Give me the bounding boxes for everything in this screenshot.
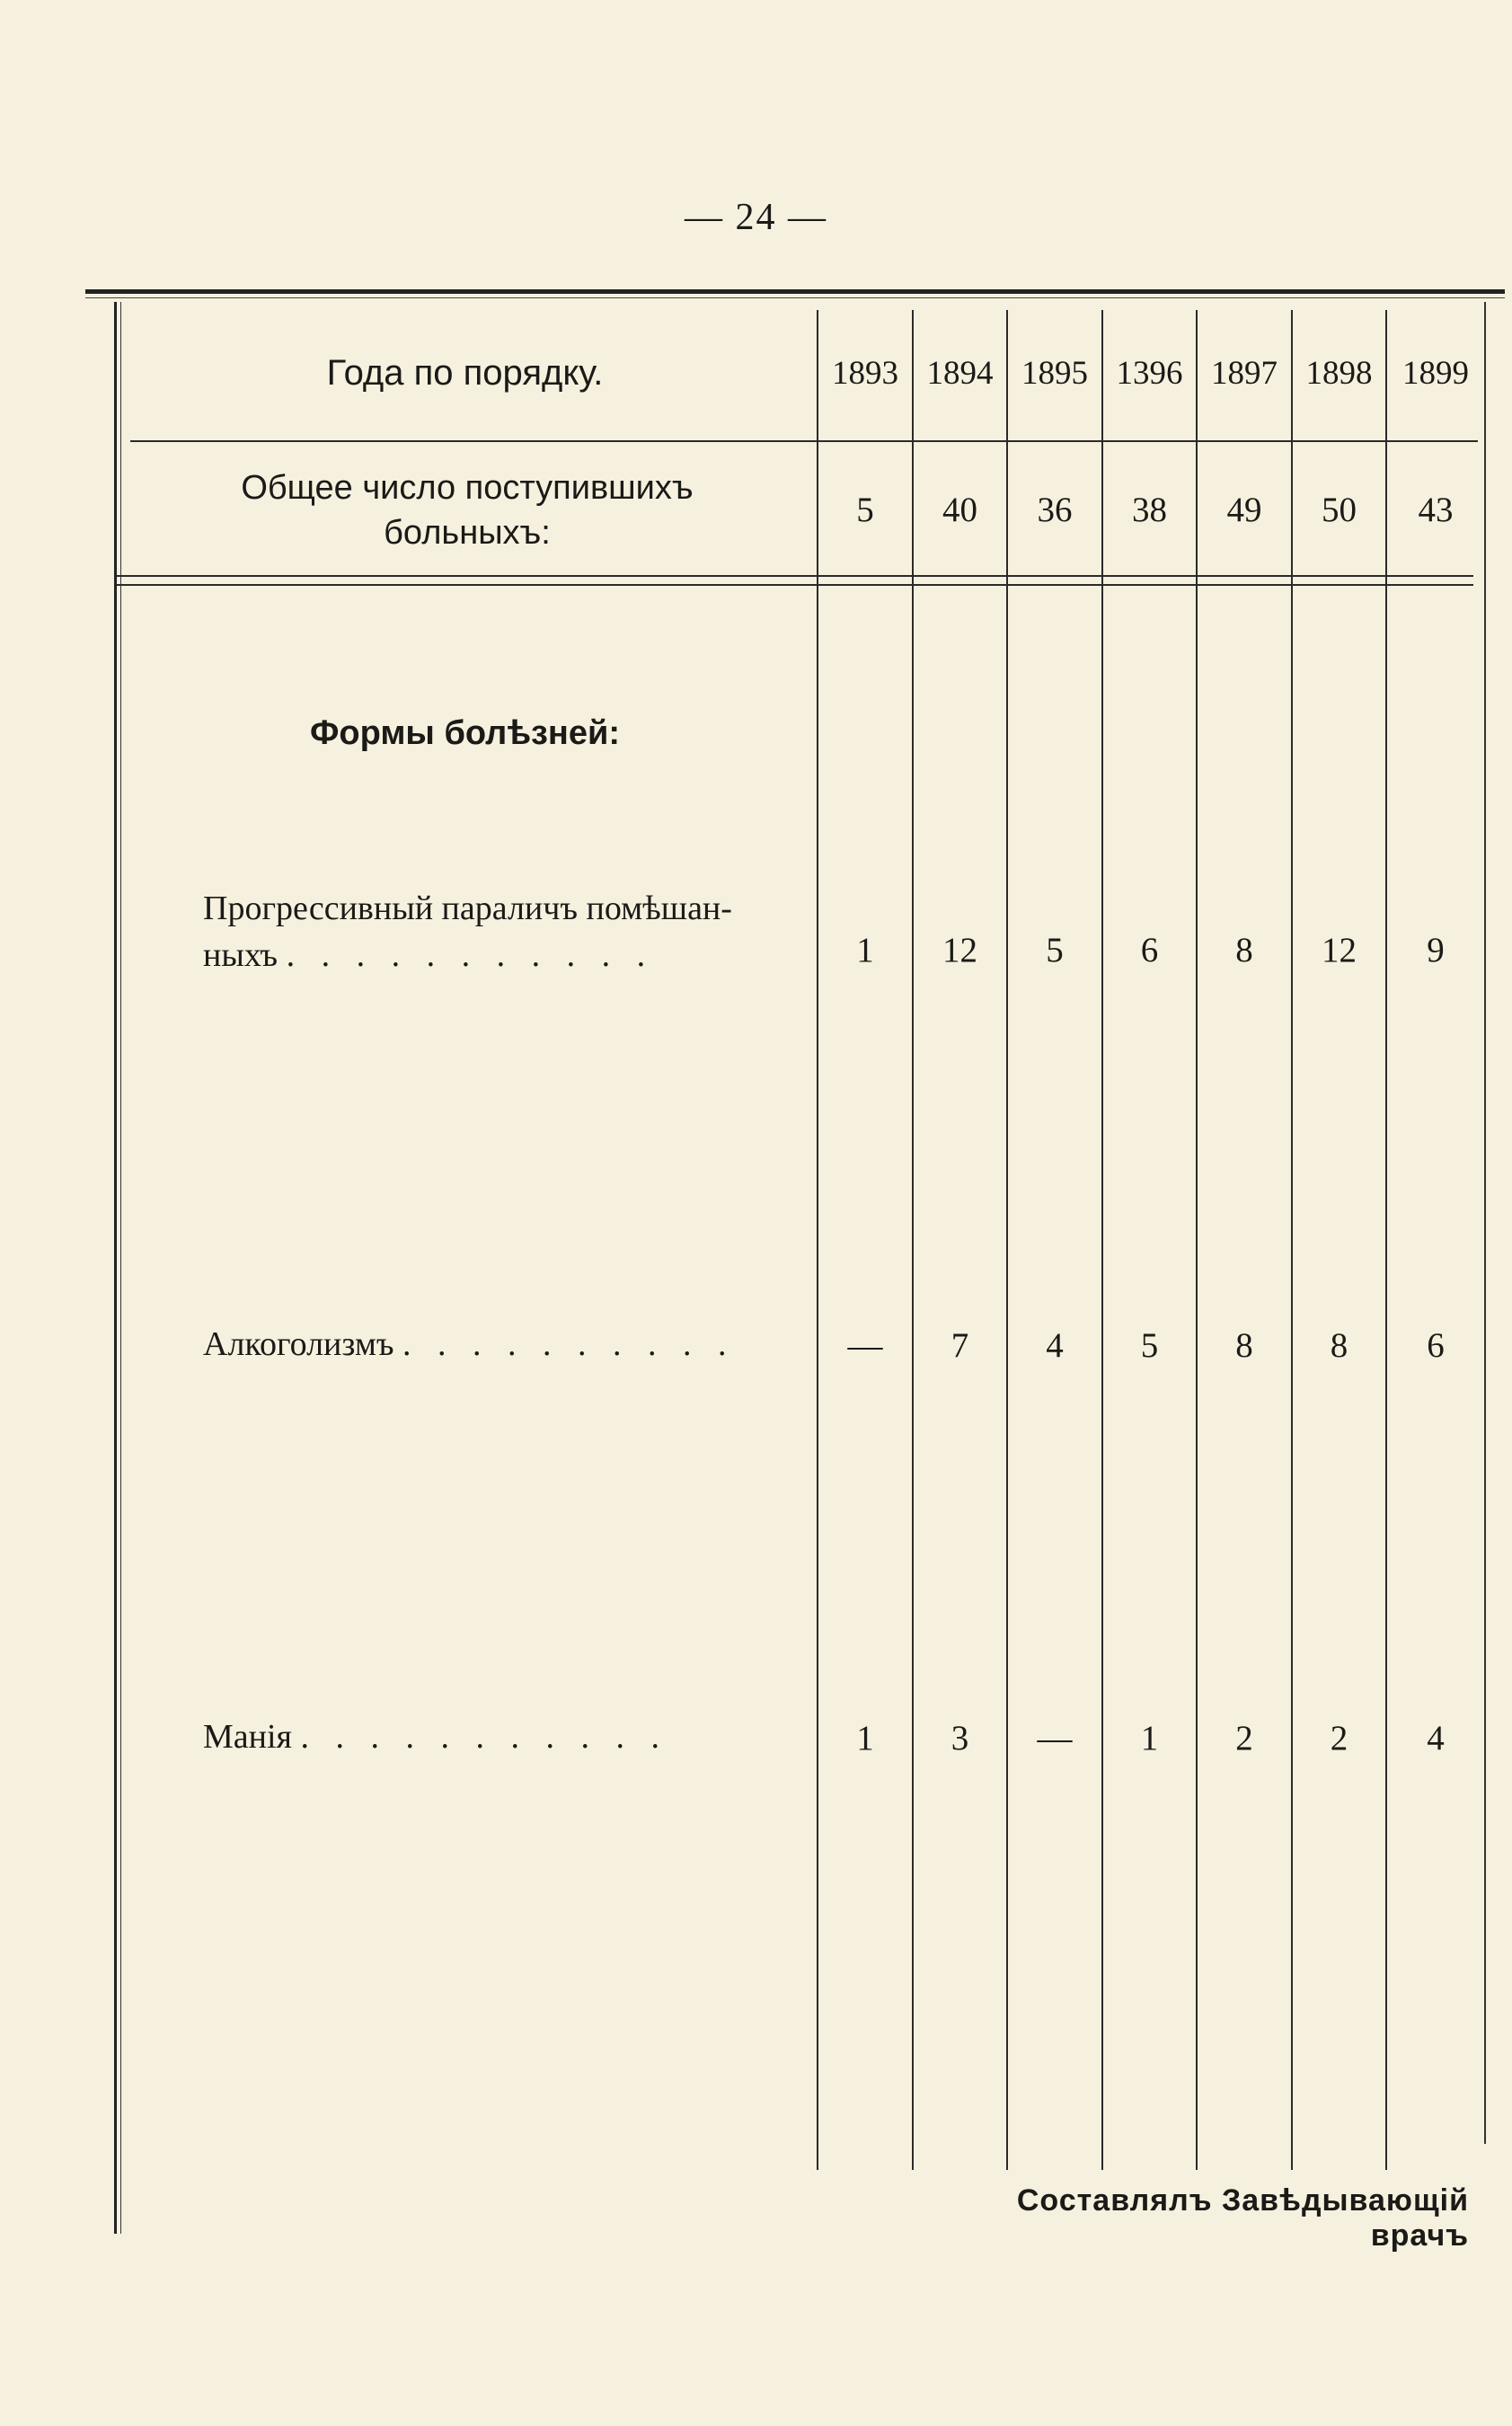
leader-dots: . . . . . . . . . . . <box>300 1718 669 1756</box>
leader-dots: . . . . . . . . . . <box>402 1325 736 1363</box>
year-1895: 1895 <box>1021 354 1088 392</box>
table-left-border <box>114 302 121 2234</box>
value-cell: — <box>1037 1719 1073 1758</box>
year-1899: 1899 <box>1402 354 1469 392</box>
top-rule <box>85 289 1505 298</box>
total-1899: 43 <box>1418 491 1454 529</box>
value-cell: 4 <box>1427 1719 1445 1758</box>
row-label-text: ныхъ <box>203 936 279 974</box>
year-1898: 1898 <box>1305 354 1373 392</box>
total-label: Общее число поступившихъ больныхъ: <box>241 468 694 552</box>
value-cell: 9 <box>1427 931 1445 970</box>
header-label: Года по порядку. <box>326 352 604 393</box>
total-1894: 40 <box>942 491 977 529</box>
column-divider <box>1291 310 1293 2170</box>
year-1396: 1396 <box>1116 354 1183 392</box>
value-cell: 8 <box>1330 1326 1348 1365</box>
row-label-line <box>203 932 805 978</box>
row-label-text: Манія <box>203 1718 293 1756</box>
signature: Составлялъ Завѣдывающій врачъ <box>1016 2183 1469 2253</box>
value-cell: 12 <box>942 931 977 970</box>
total-1898: 50 <box>1322 491 1357 529</box>
column-divider <box>1385 310 1387 2170</box>
value-cell: 1 <box>1140 1719 1159 1758</box>
total-1897: 49 <box>1226 491 1262 529</box>
column-divider <box>1101 310 1103 2170</box>
value-cell: 6 <box>1140 931 1159 970</box>
total-1893: 5 <box>856 491 874 529</box>
page-number: — 24 — <box>685 197 827 238</box>
section-double-rule <box>117 575 1473 577</box>
header-rule <box>130 440 1478 442</box>
value-cell: 6 <box>1427 1326 1445 1365</box>
value-cell: 5 <box>1140 1326 1159 1365</box>
section-double-rule <box>117 584 1473 586</box>
total-1895: 36 <box>1037 491 1073 529</box>
value-cell: 8 <box>1235 1326 1253 1365</box>
year-1894: 1894 <box>926 354 994 392</box>
section-heading: Формы болѣзней: <box>309 714 621 752</box>
leader-dots: . . . . . . . . . . . <box>286 936 655 974</box>
column-divider <box>817 310 818 2170</box>
column-divider <box>1006 310 1008 2170</box>
value-cell: 2 <box>1330 1719 1348 1758</box>
column-divider <box>1196 310 1198 2170</box>
value-cell: 4 <box>1046 1326 1064 1365</box>
value-cell: 1 <box>856 931 874 970</box>
value-cell: 2 <box>1235 1719 1253 1758</box>
row-label-alcoholism <box>203 1321 805 1368</box>
total-1396: 38 <box>1132 491 1167 529</box>
column-divider <box>912 310 914 2170</box>
value-cell: 3 <box>951 1719 969 1758</box>
value-cell: 8 <box>1235 931 1253 970</box>
value-cell: — <box>847 1326 883 1365</box>
value-cell: 5 <box>1046 931 1064 970</box>
row-label-line: Прогрессивный параличъ помѣшан- <box>203 890 732 927</box>
row-label-paralysis <box>203 885 805 978</box>
table-right-border <box>1484 302 1486 2144</box>
year-1893: 1893 <box>832 354 898 392</box>
row-label-text: Алкоголизмъ <box>203 1325 394 1363</box>
value-cell: 1 <box>856 1719 874 1758</box>
row-label-mania <box>203 1713 805 1760</box>
value-cell: 7 <box>951 1326 969 1365</box>
year-1897: 1897 <box>1211 354 1278 392</box>
value-cell: 12 <box>1322 931 1357 970</box>
